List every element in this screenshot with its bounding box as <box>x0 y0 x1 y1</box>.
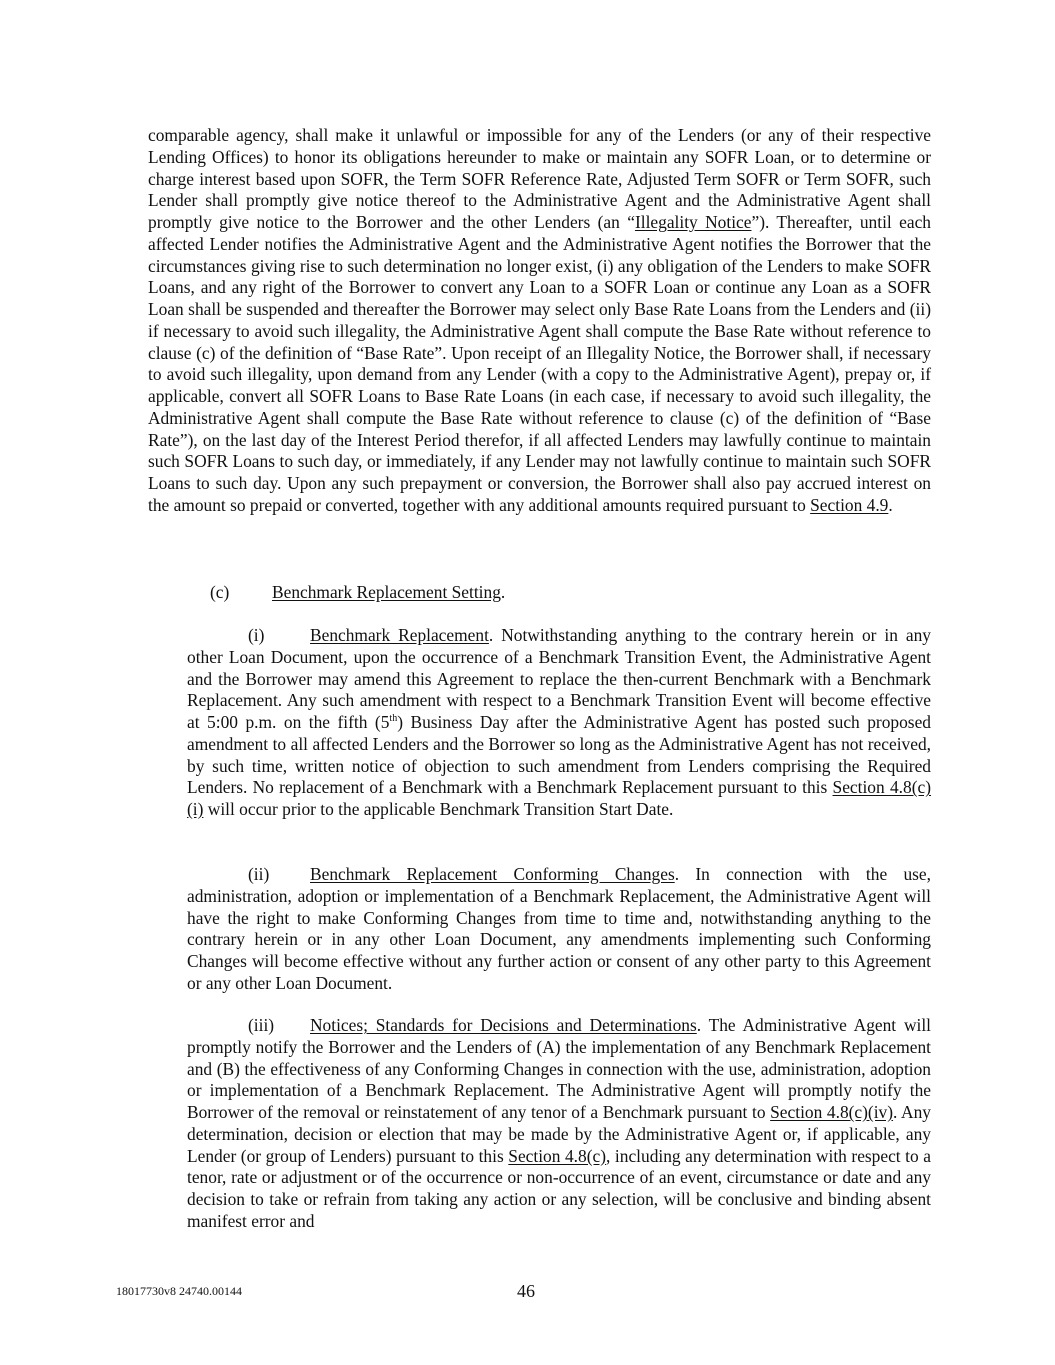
paragraph-text: ) Business Day after the Administrative Agent has posted such proposed amendment to all affected Lenders and the Borrower so long as the Administrative Agent has not received, by such time, written notice of objection to such amendment from Lenders comprising the Required Lenders. No replacement of a Benchmark with a Benchmark Replacement pursuant to this <box>187 712 931 798</box>
section-reference: Section 4.8(c)(iv) <box>770 1102 894 1122</box>
paragraph-text: , including any determination with respect to a tenor, rate or adjustment or of the occurrence or non-occurrence of an event, circumstance or date and any decision to take or refrain from taking any action or any selection, will be conclusive and binding absent manifest error and <box>187 1145 931 1231</box>
section-title: Benchmark Replacement Setting <box>272 582 501 602</box>
subsection-ii-paragraph <box>187 864 931 995</box>
paragraph-text: comparable agency, shall make it unlawful or impossible for any of the Lenders (or any of their respective Lending Offices) to honor its obligations hereunder to make or maintain any SOFR Loan, or to determine or charge interest based upon SOFR, the Term SOFR Reference Rate, Adjusted Term SOFR or Term SOFR, such Lender shall promptly give notice thereof to the Administrative Agent and the Administrative Agent shall promptly give notice to the Borrower and the other Lenders (an “ <box>148 125 931 232</box>
page-number: 46 <box>517 1281 535 1301</box>
ordinal-superscript: th <box>389 713 398 725</box>
subsection-i-paragraph <box>187 625 931 821</box>
section-reference: Section 4.9 <box>810 494 889 515</box>
paragraph-text: ”). Thereafter, until each affected Lender notifies the Administrative Agent and the Administrative Agent notifies the Borrower that the circumstances giving rise to such determination no longer exist, (i) any obligation of the Lenders to make SOFR Loans, and any right of the Borrower to convert any Loan to a SOFR Loan or continue any Loan as a SOFR Loan shall be suspended and thereafter the Borrower may select only Base Rate Loans from the Lenders and (ii) if necessary to avoid such illegality, the Administrative Agent shall compute the Base Rate without reference to clause (c) of the definition of “Base Rate”. Upon receipt of an Illegality Notice, the Borrower shall, if necessary to avoid such illegality, upon demand from any Lender (with a copy to the Administrative Agent), prepay or, if applicable, convert all SOFR Loans to Base Rate Loans (in each case, if necessary to avoid such illegality, the Administrative Agent shall compute the Base Rate without reference to clause (c) of the definition of “Base Rate”), on the last day of the Interest Period therefor, if all affected Lenders may lawfully continue to maintain such SOFR Loans to such day, or immediately, if any Lender may not lawfully continue to maintain such SOFR Loans to such day. Upon any such prepayment or conversion, the Borrower shall also pay accrued interest on the amount so prepaid or converted, together with any additional amounts required pursuant to <box>148 212 931 515</box>
section-reference: Section 4.8(c)(i) <box>187 777 932 819</box>
paragraph-text: . <box>888 494 893 515</box>
paragraph-text: . Notwithstanding anything to the contrary herein or in any other Loan Document, upon the occurrence of a Benchmark Transition Event, the Administrative Agent and the Borrower may amend this Agreement to replace the then-current Benchmark with a Benchmark Replacement. Any such amendment with respect to a Benchmark Transition Event will become effective at 5:00 p.m. on the fifth (5 <box>187 625 931 732</box>
subsection-title: Benchmark Replacement <box>310 625 489 645</box>
heading-punctuation: . <box>500 582 506 602</box>
section-number: (c) <box>210 582 230 602</box>
paragraph-text: . In connection with the use, administration, adoption or implementation of a Benchmark Replacement, the Administrative Agent will have the right to make Conforming Changes from time to time and, notwithstanding anything to the contrary herein or in any other Loan Document, any amendments implementing such Conforming Changes will become effective without any further action or consent of any other party to this Agreement or any other Loan Document. <box>187 864 931 993</box>
paragraph-text: . The Administrative Agent will promptly notify the Borrower and the Lenders of (A) the implementation of any Benchmark Replacement and (B) the effectiveness of any Conforming Changes in connection with the use, administration, adoption or implementation of a Benchmark Replacement. The Administrative Agent will promptly notify the Borrower of the removal or reinstatement of any tenor of a Benchmark pursuant to <box>187 1015 931 1122</box>
subsection-number: (ii) <box>248 864 270 884</box>
subsection-title: Benchmark Replacement Conforming Changes <box>310 864 675 884</box>
section-reference: Section 4.8(c) <box>508 1145 607 1166</box>
illegality-paragraph <box>148 125 931 517</box>
section-c-heading <box>148 582 931 604</box>
paragraph-text: . Any determination, decision or election that may be made by the Administrative Agent or, if applicable, any Lender (or group of Lenders) pursuant to this <box>187 1102 931 1166</box>
paragraph-text: will occur prior to the applicable Benchmark Transition Start Date. <box>203 799 674 819</box>
subsection-iii-paragraph <box>187 1015 931 1233</box>
subsection-title: Notices; Standards for Decisions and Determinations <box>310 1015 697 1035</box>
document-id: 18017730v8 24740.00144 <box>116 1284 242 1298</box>
subsection-number: (i) <box>248 625 265 645</box>
subsection-number: (iii) <box>248 1015 275 1035</box>
defined-term-illegality-notice: Illegality Notice <box>634 212 752 232</box>
